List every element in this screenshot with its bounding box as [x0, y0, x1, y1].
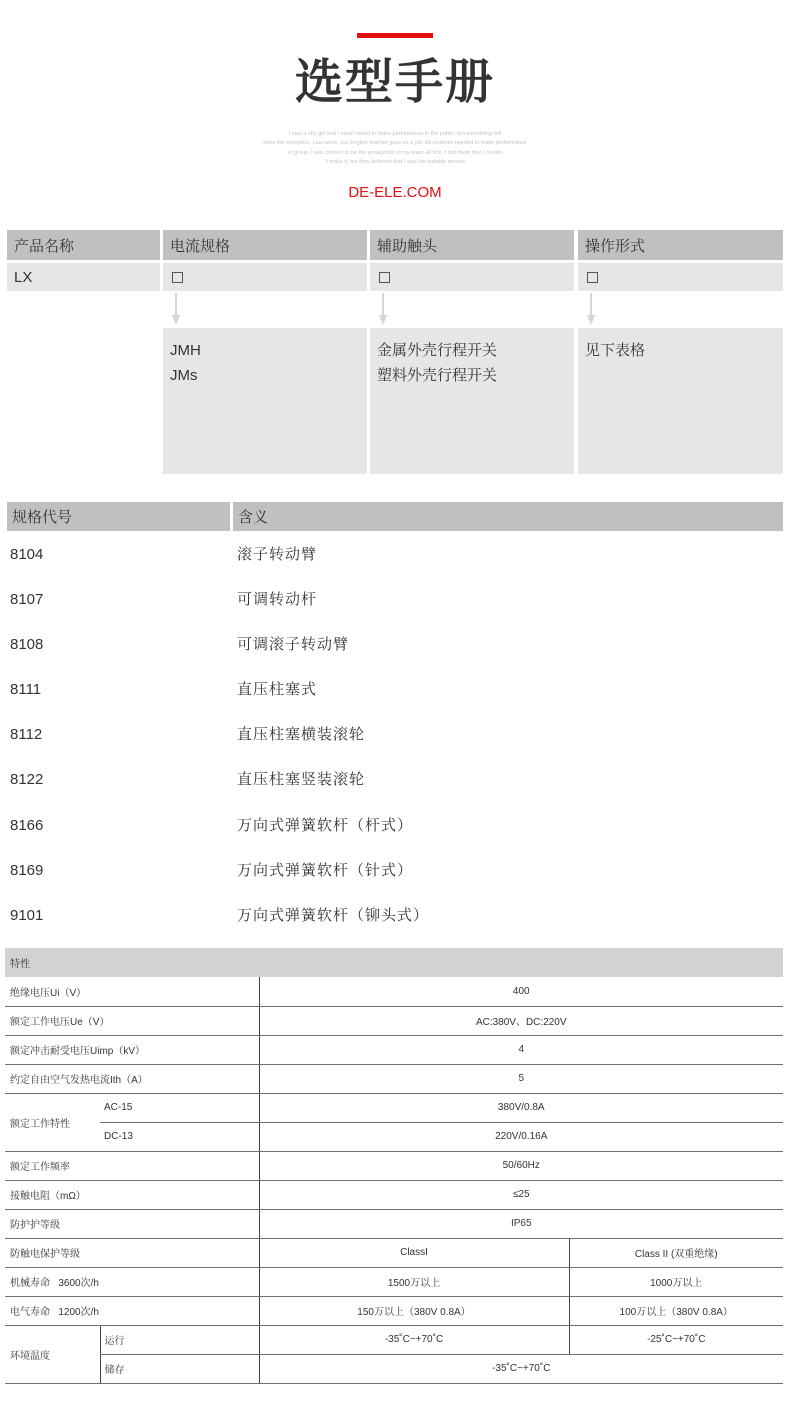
spec-value: 220V/0.16A	[259, 1122, 783, 1151]
table-row	[0, 725, 790, 770]
code-cell: 8104	[10, 546, 44, 563]
meaning-cell: 万向式弹簧软杆（铆头式）	[237, 907, 430, 924]
arrow-down-icon	[170, 293, 182, 326]
spec-value: 5	[259, 1064, 783, 1093]
spec-value: -35˚C~+70˚C	[259, 1325, 569, 1354]
table-row	[0, 816, 790, 861]
table-row	[5, 1238, 783, 1267]
spec-label: 机械寿命 3600次/h	[5, 1267, 259, 1296]
model-value-operation-type	[578, 263, 783, 291]
detail-item: 金属外壳行程开关	[377, 342, 498, 359]
detail-item: JMs	[170, 367, 198, 384]
table-row	[5, 1325, 783, 1354]
table-row	[5, 1093, 783, 1122]
placeholder-box-icon	[379, 272, 390, 283]
spec-value: 1500万以上	[259, 1267, 569, 1296]
spec-value: 100万以上（380V 0.8A）	[569, 1296, 783, 1325]
code-cell: 8107	[10, 591, 44, 608]
table-row	[0, 770, 790, 815]
model-header-operation-type: 操作形式	[578, 230, 783, 260]
filler-paragraph	[220, 130, 570, 167]
meaning-cell: 直压柱塞竖装滚轮	[237, 771, 366, 788]
spec-label: 防护护等级	[5, 1209, 259, 1238]
spec-label: 额定工作特性	[5, 1093, 100, 1151]
code-cell: 8122	[10, 771, 44, 788]
placeholder-box-icon	[172, 272, 183, 283]
detail-operation-type	[578, 328, 783, 474]
spec-value: -35˚C~+70˚C	[259, 1354, 783, 1383]
code-cell: 8108	[10, 636, 44, 653]
table-row	[5, 1006, 783, 1035]
code-cell: 9101	[10, 907, 44, 924]
spec-value: Class II (双重绝缘)	[569, 1238, 783, 1267]
detail-item: 塑料外壳行程开关	[377, 367, 498, 384]
meaning-cell: 滚子转动臂	[237, 546, 318, 563]
table-row	[0, 545, 790, 590]
spec-value: AC:380V、DC:220V	[259, 1006, 783, 1035]
spec-sublabel: 储存	[100, 1354, 259, 1383]
model-value-product-name: LX	[7, 263, 160, 291]
table-row	[5, 1180, 783, 1209]
spec-label: 约定自由空气发热电流Ith（A）	[5, 1064, 259, 1093]
spec-label: 电气寿命 1200次/h	[5, 1296, 259, 1325]
table-row	[0, 906, 790, 951]
spec-value: 380V/0.8A	[259, 1093, 783, 1122]
detail-item: JMH	[170, 342, 201, 359]
spec-label: 环境温度	[5, 1325, 100, 1383]
page-title: 选型手册	[294, 54, 495, 110]
spec-label: 额定冲击耐受电压Uimp（kV）	[5, 1035, 259, 1064]
spec-value: 50/60Hz	[259, 1151, 783, 1180]
table-row	[0, 680, 790, 725]
model-header-current-spec: 电流规格	[163, 230, 367, 260]
spec-label: 额定工作频率	[5, 1151, 259, 1180]
meaning-cell: 万向式弹簧软杆（针式）	[237, 862, 414, 879]
code-cell: 8112	[10, 726, 43, 743]
filler-line: in group. I was chosen to be the protagonist in my team. At first, I told them that I couldn	[288, 149, 502, 156]
title-accent-bar	[357, 33, 433, 38]
spec-value: ≤25	[259, 1180, 783, 1209]
spec-label: 额定工作电压Ue（V）	[5, 1006, 259, 1035]
code-cell: 8166	[10, 817, 44, 834]
table-row	[5, 1064, 783, 1093]
spec-label: 防触电保护等级	[5, 1238, 259, 1267]
table-row	[5, 1122, 783, 1151]
table-row	[5, 1151, 783, 1180]
filler-line: ' t make it, but they believed that I was the suitable person.	[323, 158, 467, 165]
spec-value: 400	[259, 977, 783, 1006]
filler-line: I was a shy girl and I never dared to make performance in the public, but everything will	[288, 131, 502, 137]
table-row	[0, 590, 790, 635]
table-row	[5, 1267, 783, 1296]
spec-value: 1000万以上	[569, 1267, 783, 1296]
meaning-cell: 可调滚子转动臂	[237, 636, 350, 653]
spec-sublabel: AC-15	[100, 1093, 259, 1122]
table-row	[5, 1296, 783, 1325]
detail-aux-contact	[370, 328, 574, 474]
spec-table	[5, 948, 783, 1384]
meaning-cell: 直压柱塞横装滚轮	[237, 726, 366, 743]
meaning-cell: 万向式弹簧软杆（杆式）	[237, 817, 414, 834]
table-row	[0, 635, 790, 680]
detail-current-spec	[163, 328, 367, 474]
meaning-cell: 可调转动杆	[237, 591, 318, 608]
spec-header: 特性	[5, 948, 783, 977]
model-value-current-spec	[163, 263, 367, 291]
model-header-aux-contact: 辅助触头	[370, 230, 574, 260]
code-cell: 8111	[10, 681, 42, 698]
table-row	[5, 1035, 783, 1064]
filler-line: have the exception. Last week, our English teacher gave us a job. All students needed to make performance	[263, 140, 527, 147]
meaning-cell: 直压柱塞式	[237, 681, 318, 698]
code-header-code: 规格代号	[7, 502, 230, 531]
site-link[interactable]: DE-ELE.COM	[348, 184, 442, 201]
spec-label: 接触电阻（mΩ）	[5, 1180, 259, 1209]
code-header-meaning: 含义	[233, 502, 783, 531]
table-row	[0, 861, 790, 906]
code-cell: 8169	[10, 862, 44, 879]
model-value-aux-contact	[370, 263, 574, 291]
spec-value: 4	[259, 1035, 783, 1064]
spec-value: IP65	[259, 1209, 783, 1238]
spec-sublabel: 运行	[100, 1325, 259, 1354]
spec-sublabel: DC-13	[100, 1122, 259, 1151]
spec-value: -25˚C~+70˚C	[569, 1325, 783, 1354]
detail-item: 见下表格	[585, 342, 646, 359]
table-row	[5, 1209, 783, 1238]
spec-label: 绝缘电压Ui（V）	[5, 977, 259, 1006]
arrow-down-icon	[585, 293, 597, 326]
model-header-product-name: 产品名称	[7, 230, 160, 260]
placeholder-box-icon	[587, 272, 598, 283]
spec-value: 150万以上（380V 0.8A）	[259, 1296, 569, 1325]
arrow-down-icon	[377, 293, 389, 326]
spec-value: ClassI	[259, 1238, 569, 1267]
table-row	[5, 977, 783, 1006]
table-row	[5, 1354, 783, 1383]
